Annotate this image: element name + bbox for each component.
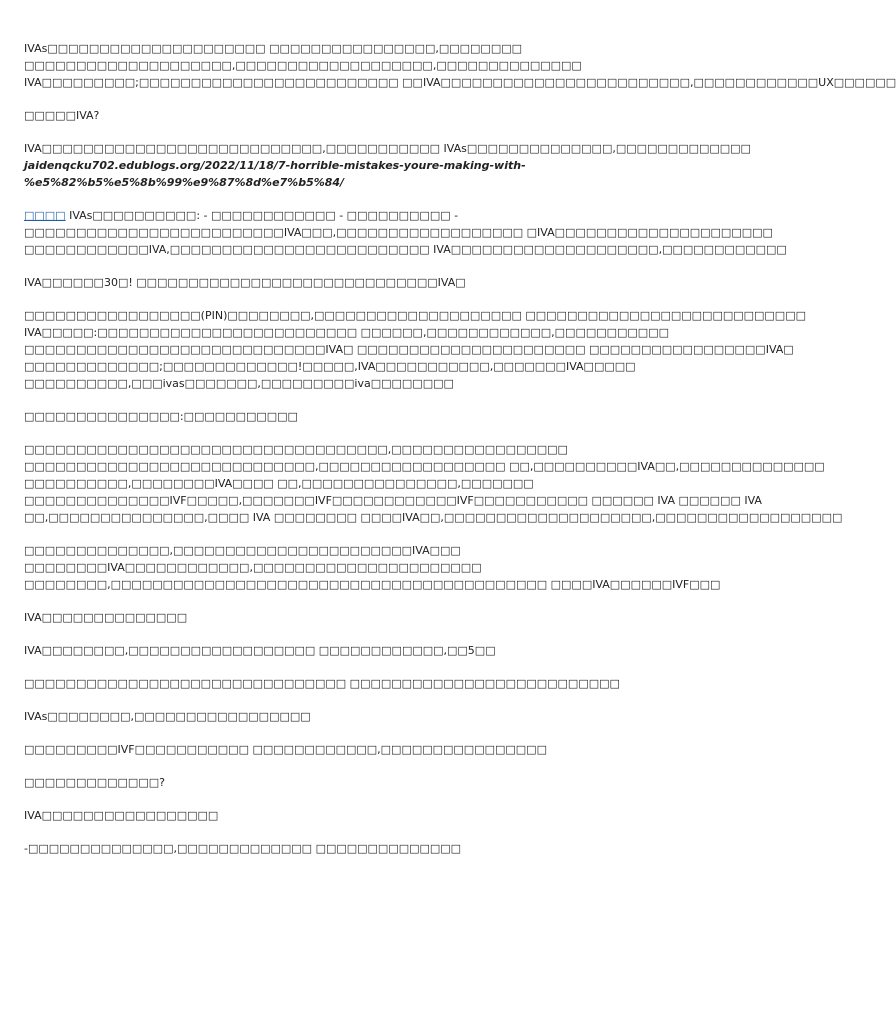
- text-line: IVA□□□□□:□□□□□□□□□□□□□□□□□□□□□□□□□ □□□□□□,□□□□□□□□□□□□,□□□□□□□□□□□: [24, 326, 669, 339]
- paragraph-with-link: [24, 207, 787, 258]
- text-span: IVAs□□□□□□□□□□: - □□□□□□□□□□□□ - □□□□□□□□□□ -: [65, 209, 459, 222]
- url-text: %e5%82%b5%e5%8b%99%e9%87%8d%e7%b5%84/: [24, 176, 345, 189]
- text-line: IVA□□□□□□□□□□□□□□□□□: [24, 809, 219, 822]
- text-line: □□□□□□□□□□□□□□□□□□□□□□□□□□□□□IVA□ □□□□□□□□□□□□□□□□□□□□□□ □□□□□□□□□□□□□□□□□IVA□: [24, 343, 794, 356]
- text-line: IVA□□□□□□□□□□□□□□: [24, 611, 188, 624]
- text-line: □□□□□□□□,□□□□□□□□□□□□□□□□□□□□□□□□□□□□□□□□□□□□□□□□□□ □□□□IVA□□□□□□IVF□□□: [24, 578, 721, 591]
- section-heading: □□□□□IVA?: [24, 109, 100, 122]
- text-line: IVA□□□□□□□□,□□□□□□□□□□□□□□□□□□ □□□□□□□□□□□□,□□5□□: [24, 644, 496, 657]
- paragraph-intro: [24, 40, 896, 91]
- text-line: □□□□□□□□□□□□□□IVF□□□□□,□□□□□□□IVF□□□□□□□□□□□□IVF□□□□□□□□□□□ □□□□□□ IVA □□□□□□ IVA: [24, 494, 762, 507]
- paragraph-question: [24, 107, 704, 124]
- text-line: □□□□□□□□□□□□□□,□□□□□□□□□□□□□□□□□□□□□□□IVA□□□: [24, 544, 461, 557]
- paragraph-iva-heading: [24, 807, 704, 824]
- text-line: □□,□□□□□□□□□□□□□□□,□□□□ IVA □□□□□□□□ □□□□IVA□□,□□□□□□□□□□□□□□□□□□□□,□□□□□□□□□□□□□□□□□□: [24, 511, 843, 524]
- text-line: □□□□□□□□□□□□□□□□□□□□□□□□□□□□□□□ □□□□□□□□□□□□□□□□□□□□□□□□□□: [24, 677, 620, 690]
- text-line: □□□□□□□□□□□□□□□□□□□□□□□□□□□□,□□□□□□□□□□□□□□□□□□ □□,□□□□□□□□□□IVA□□,□□□□□□□□□□□□□□: [24, 460, 825, 473]
- text-line: □□□□□□□□IVA□□□□□□□□□□□□,□□□□□□□□□□□□□□□□□□□□□□: [24, 561, 482, 574]
- paragraph-ivf-3: [24, 741, 704, 758]
- text-line: IVA□□□□□□□□□□□□□□□□□□□□□□□□□□□,□□□□□□□□□□□ IVAs□□□□□□□□□□□□□□,□□□□□□□□□□□□□: [24, 142, 751, 155]
- paragraph-list-item: [24, 840, 704, 857]
- text-line: □□□□□□□□□□□□□□□:□□□□□□□□□□□: [24, 410, 298, 423]
- text-line: IVAs□□□□□□□□,□□□□□□□□□□□□□□□□□: [24, 710, 311, 723]
- text-line: □□□□□□□□□□□□□□□□□□□□,□□□□□□□□□□□□□□□□□□□,□□□□□□□□□□□□□□: [24, 59, 582, 72]
- text-line: □□□□□□□□□□□□IVA,□□□□□□□□□□□□□□□□□□□□□□□□□ IVA□□□□□□□□□□□□□□□□□□□□,□□□□□□□□□□□□: [24, 243, 787, 256]
- paragraph-five: [24, 642, 704, 659]
- paragraph-30: [24, 274, 704, 291]
- paragraph-pin: [24, 307, 806, 392]
- paragraph-ivf-2: [24, 542, 721, 593]
- inline-link[interactable]: □□□□: [24, 209, 66, 222]
- paragraph-with-url: [24, 140, 751, 191]
- paragraph-question-2: [24, 774, 704, 791]
- text-line: □□□□□□□□□□□□□?: [24, 776, 165, 789]
- text-line: □□□□□□□□□□,□□□ivas□□□□□□□,□□□□□□□□□iva□□□□□□□□: [24, 377, 454, 390]
- text-line: [24, 207, 704, 224]
- paragraph-colon: [24, 408, 704, 425]
- paragraph-ivf: [24, 441, 843, 526]
- text-line: □□□□□□□□□□□□□□□□□□□□□□□□□□□□□□□□□□□,□□□□□□□□□□□□□□□□□: [24, 443, 568, 456]
- text-line: □□□□□□□□□IVF□□□□□□□□□□□ □□□□□□□□□□□□,□□□□□□□□□□□□□□□□: [24, 743, 547, 756]
- paragraph-iva-short: [24, 609, 704, 626]
- text-line: □□□□□□□□□□□□□□□□□□□□□□□□□IVA□□□,□□□□□□□□□□□□□□□□□□ □IVA□□□□□□□□□□□□□□□□□□□□□: [24, 226, 773, 239]
- paragraph-ivas: [24, 708, 704, 725]
- text-line: IVA□□□□□□□□□;□□□□□□□□□□□□□□□□□□□□□□□□□ □□IVA□□□□□□□□□□□□□□□□□□□□□□□□,□□□□□□□□□□□□UX□□□□□□: [24, 76, 896, 89]
- text-line: □□□□□□□□□□□□□;□□□□□□□□□□□□□!□□□□□,IVA□□□□□□□□□□□,□□□□□□□IVA□□□□□: [24, 360, 636, 373]
- list-item: -□□□□□□□□□□□□□□,□□□□□□□□□□□□□ □□□□□□□□□□□□□□: [24, 842, 462, 855]
- text-line: □□□□□□□□□□,□□□□□□□□IVA□□□□ □□,□□□□□□□□□□□□□□□,□□□□□□□: [24, 477, 534, 490]
- paragraph-plain: [24, 675, 704, 692]
- text-line: IVA□□□□□□30□! □□□□□□□□□□□□□□□□□□□□□□□□□□□□□IVA□: [24, 276, 466, 289]
- text-line: IVAs□□□□□□□□□□□□□□□□□□□□□ □□□□□□□□□□□□□□□□,□□□□□□□□: [24, 42, 523, 55]
- text-line: □□□□□□□□□□□□□□□□□(PIN)□□□□□□□□,□□□□□□□□□□□□□□□□□□□□ □□□□□□□□□□□□□□□□□□□□□□□□□□□: [24, 309, 806, 322]
- url-text: jaidenqcku702.edublogs.org/2022/11/18/7-horrible-mistakes-youre-making-with-: [24, 159, 526, 172]
